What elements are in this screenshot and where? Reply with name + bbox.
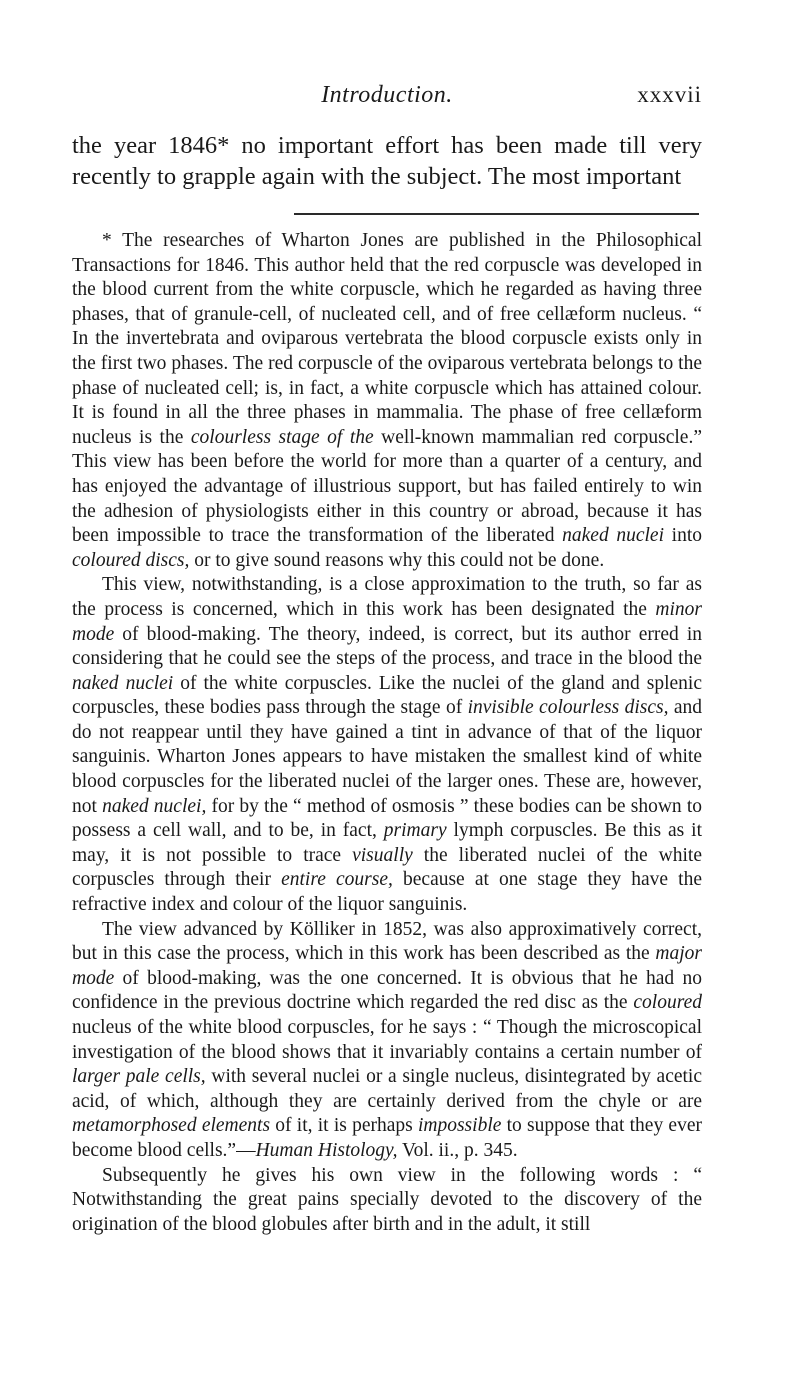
text-run: lymph corpuscles. Be this as it may, it is not possible to trace xyxy=(72,820,702,866)
page-number: xxxvii xyxy=(637,82,702,107)
text-run: of it, it is perhaps xyxy=(270,1115,418,1137)
italic-text: naked nuclei, xyxy=(102,795,207,817)
italic-text: primary xyxy=(383,820,447,842)
running-head xyxy=(72,82,702,112)
text-run: well-known mammalian red corpuscle.” This view has been before the world for more than a quarter of a century, and has enjoyed the advantage of illustrious support, but has failed entirely to win the adhesion of physiologists either in this country or abroad, because it has been impossible to trace the transformation of the liberated xyxy=(72,426,702,547)
text-run: of blood-making. The theory, indeed, is correct, but its author erred in considering that he could see the steps of the process, and trace in the blood the xyxy=(72,623,702,670)
body-paragraph: the year 1846* no important effort has been made till very recently to grapple again with the subject. The most important xyxy=(72,132,702,190)
footnote-paragraph xyxy=(72,1164,702,1238)
italic-text: coloured discs, xyxy=(72,549,190,571)
text-run: with several nuclei or a single nucleus, disintegrated by acetic acid, of which, although they are certainly derived from the chyle or are xyxy=(72,1066,702,1112)
text-run: Subsequently he gives his own view in the following words : “ Notwithstanding the great pains specially devoted to the discovery of the origination of the blood globules after birth and in the adult, it still xyxy=(72,1164,702,1235)
text-run: into xyxy=(664,525,702,547)
text-run: of the white corpuscles. Like the nuclei of the gland and splenic corpuscles, these bodies pass through the stage of xyxy=(72,672,702,719)
footnote-paragraph xyxy=(72,229,702,573)
text-run: Vol. ii., p. 345. xyxy=(397,1139,518,1161)
text-run: nucleus of the white blood corpuscles, for he says : “ Though the microscopical investigation of the blood shows that it invariably contains a certain number of xyxy=(72,1017,702,1063)
italic-text: impossible xyxy=(417,1115,502,1137)
italic-text: naked nuclei xyxy=(72,672,174,694)
italic-text: naked nuclei xyxy=(562,525,664,547)
italic-text: minor mode xyxy=(72,598,702,645)
footnote-paragraph xyxy=(72,573,702,917)
text-run: the liberated nuclei of the white corpuscles through their xyxy=(72,844,703,891)
text-run: or to give sound reasons why this could not be done. xyxy=(189,549,605,571)
italic-text: colourless stage of the xyxy=(190,426,374,448)
footnote xyxy=(72,229,702,1237)
italic-text: visually xyxy=(352,844,413,866)
text-run: because at one stage they have the refractive index and colour of the liquor sanguinis. xyxy=(72,869,703,916)
text-run: to suppose that they ever become blood cells.”— xyxy=(72,1115,702,1161)
text-run: This view, notwithstanding, is a close approximation to the truth, so far as the process is concerned, which in this work has been designated the xyxy=(72,574,702,620)
italic-text: Human Histology, xyxy=(255,1139,398,1161)
text-run: of blood-making, was the one concerned. It is obvious that he had no confidence in the previous doctrine which regarded the red disc as the xyxy=(72,967,702,1014)
italic-text: major mode xyxy=(72,943,702,989)
chapter-title: Introduction. xyxy=(321,82,453,108)
italic-text: coloured xyxy=(633,992,702,1014)
italic-text: larger pale cells, xyxy=(72,1066,206,1088)
footnote-rule xyxy=(294,213,699,215)
italic-text: invisible colourless discs, xyxy=(467,697,669,719)
text-run: The view advanced by Kölliker in 1852, was also approximatively correct, but in this case the process, which in this work has been described as the xyxy=(72,918,702,965)
text-run: for by the “ method of osmosis ” these bodies can be shown to possess a cell wall, and to be, in fact, xyxy=(72,795,702,842)
footnote-paragraph xyxy=(72,918,702,1164)
italic-text: entire course, xyxy=(281,869,393,891)
italic-text: metamorphosed elements xyxy=(72,1115,271,1137)
text-run: and do not reappear until they have gained a tint in advance of that of the liquor sanguinis. Wharton Jones appears to have mistaken the smallest kind of white blood corpuscles for the liberated nuclei of the larger ones. These are, however, not xyxy=(72,697,703,817)
text-run: * The researches of Wharton Jones are published in the Philosophical Transactions for 1846. This author held that the red corpuscle was developed in the blood current from the white corpuscle, which he regarded as having three phases, that of granule-cell, of nucleated cell, and of free cellæform nucleus. “ In the invertebrata and oviparous vertebrata the blood corpuscle exists only in the first two phases. The red corpuscle of the oviparous vertebrata belongs to the phase of nucleated cell; is, in fact, a white corpuscle which has attained colour. It is found in all the three phases in mammalia. The phase of free cellæform nucleus is the xyxy=(72,230,702,448)
